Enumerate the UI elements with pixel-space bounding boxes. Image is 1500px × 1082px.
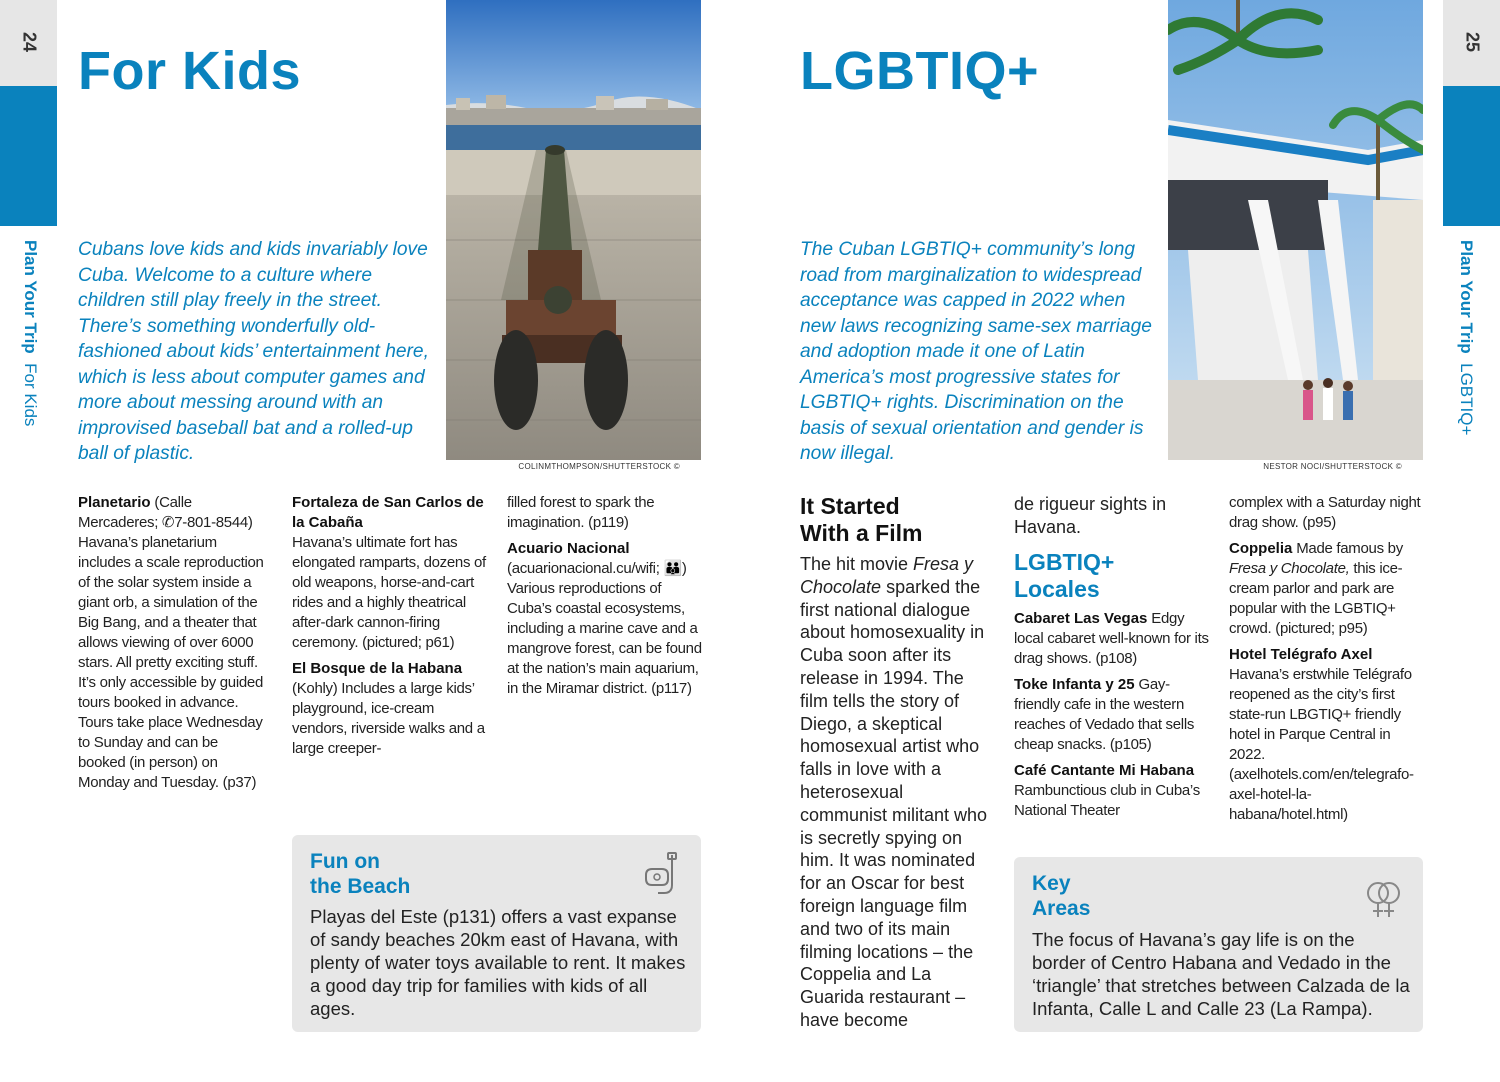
listing-text: (Calle Mercaderes; ✆7-801-8544) Havana’s planetarium includes a scale reproduction of the solar system inside a giant orb, a simulation of the Big Bang, and a theater that allows viewing of over 6000 stars. All pretty exciting stuff. It’s only accessible by guided tours booked in advance. Tours take place Wednesday to Sunday and can be booked (in person) on Monday and Tuesday. (p37) <box>78 494 264 791</box>
locales-column-2 <box>1229 493 1424 831</box>
box-title <box>310 849 410 899</box>
running-head-topic: For Kids <box>21 363 40 427</box>
story-text-part: The hit movie <box>800 554 914 574</box>
listing-name: El Bosque de la Habana <box>292 660 463 677</box>
film-title: Fresa y Chocolate, <box>1229 560 1350 577</box>
listing-text: Havana’s ultimate fort has elongated ramparts, dozens of old weapons, horse-and-cart rides and a highly theatrical after-dark cannon-firing ceremony. (pictured; p61) <box>292 534 486 651</box>
cannon-photo-illustration <box>446 0 701 460</box>
intro-lgbtiq: The Cuban LGBTIQ+ community’s long road from marginalization to widespread acceptance was capped in 2022 when new laws recognizing same-sex marriage and adoption made it one of Latin America’s most progressive states for LGBTIQ+ rights. Discrimination on the basis of sexual orientation and gender is now illegal. <box>800 239 1152 464</box>
story-text <box>800 553 995 1032</box>
running-head-right <box>1456 240 1476 435</box>
chapter-tab-bar-left <box>0 86 57 226</box>
story-text-part: sparked the first national dialogue about homosexuality in Cuba soon after its release in 1994. The film tells the story of Diego, a skeptical homosexual artist who falls in love with a heterosexual communist militant who is secretly spying on him. It was nominated for an Oscar for best foreign language film and two of its main filming locations – the Coppelia and La Guarida restaurant – have become <box>800 576 988 1030</box>
listing-acuario <box>507 539 702 699</box>
page-title-lgbtiq: LGBTIQ+ <box>800 41 1040 101</box>
page-number-tab-right <box>1443 0 1500 86</box>
listing-text: Edgy local cabaret well-known for its drag shows. (p108) <box>1014 609 1209 667</box>
listing-column-3 <box>507 493 702 705</box>
listing-name: Acuario Nacional <box>507 540 630 557</box>
story-heading-line-2: With a Film <box>800 520 923 546</box>
listing-name: Cabaret Las Vegas <box>1014 609 1148 627</box>
page-title-for-kids: For Kids <box>78 41 302 101</box>
fun-on-the-beach-box <box>292 835 701 1032</box>
story-heading-line-1: It Started <box>800 493 900 519</box>
listing-fortaleza <box>292 493 487 653</box>
listing-text: this ice-cream parlor and park are popular with the LGBTIQ+ crowd. (pictured; p95) <box>1229 560 1403 637</box>
coppelia-photo <box>1168 0 1423 460</box>
locales-heading-line-1: LGBTIQ+ <box>1014 548 1115 575</box>
box-text: Playas del Este (p131) offers a vast expanse of sandy beaches 20km east of Havana, with plenty of water toys available to rent. It makes a good day trip for families with kids of all ages. <box>310 906 686 1019</box>
listing-name: Planetario <box>78 494 151 511</box>
photo-credit-right: NESTOR NOCI/SHUTTERSTOCK © <box>1263 462 1402 471</box>
listing-planetario <box>78 493 268 793</box>
locales-heading <box>1014 549 1214 603</box>
coppelia-photo-illustration <box>1168 0 1423 460</box>
photo-credit-left: COLINMTHOMPSON/SHUTTERSTOCK © <box>518 462 680 471</box>
film-title: Fresa y Chocolate <box>800 554 974 597</box>
box-text: The focus of Havana’s gay life is on the border of Centro Habana and Vedado in the ‘triangle’ that stretches between Calzada de la Infanta, Calle L and Calle 23 (La Rampa). <box>1032 929 1410 1019</box>
locales-column-1 <box>1014 493 1214 827</box>
page-number-right: 25 <box>1462 31 1482 53</box>
running-head-section: Plan Your Trip <box>21 240 40 354</box>
story-text-continued: de rigueur sights in Havana. <box>1014 494 1167 537</box>
listing-text: Made famous by <box>1292 540 1403 557</box>
key-areas-box <box>1014 857 1423 1032</box>
running-head-topic: LGBTIQ+ <box>1457 363 1476 436</box>
listing-name: Café Cantante Mi Habana <box>1014 761 1195 779</box>
listing-name: Fortaleza de San Carlos de la Cabaña <box>292 494 484 531</box>
page-number-tab-left <box>0 0 57 86</box>
box-title-line-1: Fun on <box>310 850 380 873</box>
listing-name: Coppelia <box>1229 540 1293 557</box>
box-title-line-1: Key <box>1032 872 1071 895</box>
box-title <box>1032 871 1090 921</box>
locales-heading-line-2: Locales <box>1014 575 1100 602</box>
listing-toke-infanta <box>1014 675 1214 755</box>
female-couple-symbol-icon <box>1364 877 1404 926</box>
listing-text: Rambunctious club in Cuba’s National Theater <box>1014 781 1200 819</box>
listing-cafe-cantante <box>1014 761 1214 821</box>
page-number-left: 24 <box>19 31 39 53</box>
listing-name: Toke Infanta y 25 <box>1014 675 1135 693</box>
locales-list-1 <box>1014 609 1214 821</box>
listing-text: Havana’s erstwhile Telégrafo reopened as the city’s first state-run LBGTIQ+ friendly hotel in Parque Central in 2022. (axelhotels.com/en/telegrafo-axel-hotel-la-habana/hotel.html) <box>1229 666 1414 823</box>
listing-cafe-cantante-continued: complex with a Saturday night drag show. (p95) <box>1229 494 1421 531</box>
listing-name: Hotel Telégrafo Axel <box>1229 646 1373 663</box>
story-heading <box>800 493 922 547</box>
chapter-tab-bar-right <box>1443 86 1500 226</box>
box-title-line-2: Areas <box>1032 897 1091 920</box>
running-head-left <box>20 240 40 426</box>
listing-cabaret-las-vegas <box>1014 609 1214 669</box>
intro-for-kids: Cubans love kids and kids invariably love Cuba. Welcome to a culture where children still play freely in the street. There’s something wonderfully old-fashioned about kids’ entertainment here, which is less about computer games and more about messing around with an improvised baseball bat and a rolled-up ball of plastic. <box>78 239 429 464</box>
listing-bosque <box>292 659 487 759</box>
listing-column-2 <box>292 493 487 765</box>
listing-hotel-telegrafo <box>1229 645 1424 825</box>
snorkel-icon <box>644 851 680 904</box>
listing-text: (acuarionacional.cu/wifi; 👪) Various reproductions of Cuba’s coastal ecosystems, including a marine cave and a mangrove forest, can be found at the nation’s main aquarium, in the Miramar district. (p117) <box>507 560 702 697</box>
listing-bosque-continued: filled forest to spark the imagination. (p119) <box>507 494 655 531</box>
listing-column-1 <box>78 493 268 799</box>
box-title-line-2: the Beach <box>310 875 411 898</box>
listing-text: Gay-friendly cafe in the western reaches of Vedado that sells cheap snacks. (p105) <box>1014 675 1195 753</box>
listing-text: (Kohly) Includes a large kids’ playground, ice-cream vendors, riverside walks and a large creeper- <box>292 680 485 757</box>
running-head-section: Plan Your Trip <box>1457 240 1476 354</box>
cannon-photo <box>446 0 701 460</box>
listing-coppelia <box>1229 539 1424 639</box>
